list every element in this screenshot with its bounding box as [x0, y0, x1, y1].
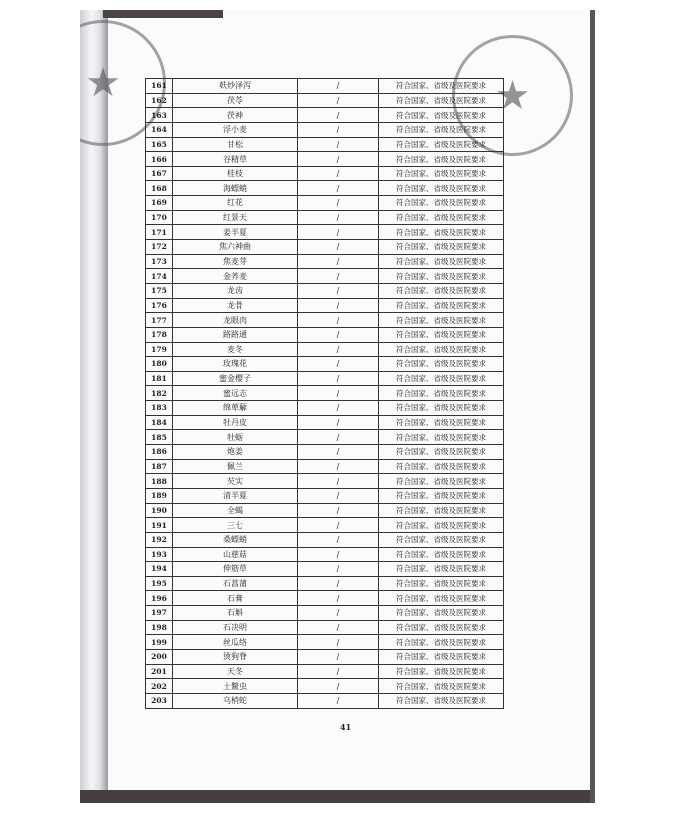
requirement-cell: 符合国家、省级及医院要求 [379, 386, 504, 401]
table-row [146, 196, 504, 211]
star-icon: ★ [494, 72, 531, 119]
table-row [146, 518, 504, 533]
row-number: 190 [146, 503, 173, 518]
requirement-cell: 符合国家、省级及医院要求 [379, 562, 504, 577]
spec-cell: / [298, 386, 379, 401]
spec-cell: / [298, 591, 379, 606]
row-number: 167 [146, 166, 173, 181]
spec-cell: / [298, 576, 379, 591]
spec-cell: / [298, 79, 379, 94]
herb-name: 全蝎 [173, 503, 298, 518]
table-row [146, 283, 504, 298]
requirement-cell: 符合国家、省级及医院要求 [379, 474, 504, 489]
spec-cell: / [298, 635, 379, 650]
table-row [146, 181, 504, 196]
row-number: 183 [146, 401, 173, 416]
spec-cell: / [298, 93, 379, 108]
requirement-cell: 符合国家、省级及医院要求 [379, 298, 504, 313]
requirement-cell: 符合国家、省级及医院要求 [379, 108, 504, 123]
table-row [146, 225, 504, 240]
requirement-cell: 符合国家、省级及医院要求 [379, 635, 504, 650]
row-number: 202 [146, 679, 173, 694]
herb-name: 龙齿 [173, 283, 298, 298]
row-number: 187 [146, 459, 173, 474]
spec-cell: / [298, 313, 379, 328]
table-row [146, 649, 504, 664]
herb-name: 金荞麦 [173, 269, 298, 284]
row-number: 180 [146, 357, 173, 372]
row-number: 181 [146, 371, 173, 386]
spec-cell: / [298, 327, 379, 342]
spec-cell: / [298, 547, 379, 562]
table-row [146, 459, 504, 474]
row-number: 166 [146, 152, 173, 167]
requirement-cell: 符合国家、省级及医院要求 [379, 576, 504, 591]
herb-name: 谷精草 [173, 152, 298, 167]
herb-name: 佩兰 [173, 459, 298, 474]
page-number: 41 [340, 722, 352, 732]
spec-cell: / [298, 518, 379, 533]
row-number: 161 [146, 79, 173, 94]
herb-name: 焦六神曲 [173, 240, 298, 255]
spec-cell: / [298, 254, 379, 269]
row-number: 196 [146, 591, 173, 606]
herb-name: 烫狗脊 [173, 649, 298, 664]
spec-cell: / [298, 357, 379, 372]
requirement-cell: 符合国家、省级及医院要求 [379, 181, 504, 196]
herb-name: 乌梢蛇 [173, 693, 298, 708]
spec-cell: / [298, 108, 379, 123]
herb-name: 浮小麦 [173, 122, 298, 137]
requirement-cell: 符合国家、省级及医院要求 [379, 122, 504, 137]
row-number: 198 [146, 620, 173, 635]
herb-name: 天冬 [173, 664, 298, 679]
row-number: 169 [146, 196, 173, 211]
row-number: 165 [146, 137, 173, 152]
table-row [146, 108, 504, 123]
spec-cell: / [298, 269, 379, 284]
row-number: 179 [146, 342, 173, 357]
requirement-cell: 符合国家、省级及医院要求 [379, 591, 504, 606]
row-number: 162 [146, 93, 173, 108]
spec-cell: / [298, 693, 379, 708]
spec-cell: / [298, 562, 379, 577]
requirement-cell: 符合国家、省级及医院要求 [379, 693, 504, 708]
table-row [146, 152, 504, 167]
table-row [146, 445, 504, 460]
spec-cell: / [298, 196, 379, 211]
spec-cell: / [298, 664, 379, 679]
spec-cell: / [298, 488, 379, 503]
requirement-cell: 符合国家、省级及医院要求 [379, 445, 504, 460]
requirement-cell: 符合国家、省级及医院要求 [379, 93, 504, 108]
table-row [146, 313, 504, 328]
spec-cell: / [298, 606, 379, 621]
table-row [146, 371, 504, 386]
row-number: 163 [146, 108, 173, 123]
table-row [146, 503, 504, 518]
row-number: 200 [146, 649, 173, 664]
requirement-cell: 符合国家、省级及医院要求 [379, 327, 504, 342]
herb-name: 焦麦芽 [173, 254, 298, 269]
table-row [146, 693, 504, 708]
requirement-cell: 符合国家、省级及医院要求 [379, 210, 504, 225]
table-row [146, 298, 504, 313]
table-row [146, 430, 504, 445]
table-row [146, 342, 504, 357]
herb-name: 石斛 [173, 606, 298, 621]
table-row [146, 210, 504, 225]
herb-name: 姜半夏 [173, 225, 298, 240]
herb-name: 牡蛎 [173, 430, 298, 445]
table-row [146, 547, 504, 562]
spec-cell: / [298, 430, 379, 445]
row-number: 171 [146, 225, 173, 240]
requirement-cell: 符合国家、省级及医院要求 [379, 679, 504, 694]
row-number: 197 [146, 606, 173, 621]
herb-name: 海螵蛸 [173, 181, 298, 196]
scan-edge-right [590, 10, 595, 803]
spec-cell: / [298, 298, 379, 313]
herb-name: 龙眼肉 [173, 313, 298, 328]
requirement-cell: 符合国家、省级及医院要求 [379, 518, 504, 533]
herb-name: 山慈菇 [173, 547, 298, 562]
herb-name: 蜜金樱子 [173, 371, 298, 386]
spec-cell: / [298, 181, 379, 196]
herb-name: 芡实 [173, 474, 298, 489]
spec-cell: / [298, 532, 379, 547]
table-row [146, 79, 504, 94]
row-number: 203 [146, 693, 173, 708]
row-number: 188 [146, 474, 173, 489]
herb-name: 红花 [173, 196, 298, 211]
requirement-cell: 符合国家、省级及医院要求 [379, 166, 504, 181]
table-row [146, 137, 504, 152]
row-number: 195 [146, 576, 173, 591]
table-row [146, 357, 504, 372]
requirement-cell: 符合国家、省级及医院要求 [379, 137, 504, 152]
spec-cell: / [298, 474, 379, 489]
table-row [146, 122, 504, 137]
table-row [146, 166, 504, 181]
table-row [146, 474, 504, 489]
row-number: 168 [146, 181, 173, 196]
row-number: 173 [146, 254, 173, 269]
row-number: 193 [146, 547, 173, 562]
requirement-cell: 符合国家、省级及医院要求 [379, 503, 504, 518]
scan-edge-bottom [80, 790, 595, 803]
table-row [146, 240, 504, 255]
herb-name: 石菖蒲 [173, 576, 298, 591]
spec-cell: / [298, 137, 379, 152]
table-row [146, 386, 504, 401]
spec-cell: / [298, 342, 379, 357]
herb-name: 清半夏 [173, 488, 298, 503]
spec-cell: / [298, 210, 379, 225]
row-number: 191 [146, 518, 173, 533]
table-row [146, 488, 504, 503]
requirement-cell: 符合国家、省级及医院要求 [379, 283, 504, 298]
spec-cell: / [298, 166, 379, 181]
row-number: 192 [146, 532, 173, 547]
herb-name: 茯苓 [173, 93, 298, 108]
table-row [146, 576, 504, 591]
herb-name: 玫瑰花 [173, 357, 298, 372]
spec-cell: / [298, 459, 379, 474]
spec-cell: / [298, 240, 379, 255]
row-number: 184 [146, 415, 173, 430]
table-row [146, 664, 504, 679]
scan-edge [103, 10, 223, 18]
requirement-cell: 符合国家、省级及医院要求 [379, 269, 504, 284]
requirement-cell: 符合国家、省级及医院要求 [379, 488, 504, 503]
table-row [146, 254, 504, 269]
star-icon: ★ [85, 60, 121, 106]
herb-name: 龙骨 [173, 298, 298, 313]
table-row [146, 269, 504, 284]
requirement-cell: 符合国家、省级及医院要求 [379, 606, 504, 621]
requirement-cell: 符合国家、省级及医院要求 [379, 313, 504, 328]
requirement-cell: 符合国家、省级及医院要求 [379, 152, 504, 167]
table-row [146, 532, 504, 547]
requirement-cell: 符合国家、省级及医院要求 [379, 342, 504, 357]
spec-cell: / [298, 152, 379, 167]
requirement-cell: 符合国家、省级及医院要求 [379, 415, 504, 430]
requirement-cell: 符合国家、省级及医院要求 [379, 459, 504, 474]
row-number: 199 [146, 635, 173, 650]
requirement-cell: 符合国家、省级及医院要求 [379, 664, 504, 679]
table-row [146, 620, 504, 635]
table-row [146, 401, 504, 416]
spec-cell: / [298, 415, 379, 430]
requirement-cell: 符合国家、省级及医院要求 [379, 254, 504, 269]
requirement-cell: 符合国家、省级及医院要求 [379, 620, 504, 635]
spec-cell: / [298, 445, 379, 460]
herb-name: 蜜远志 [173, 386, 298, 401]
herb-name: 桑螵蛸 [173, 532, 298, 547]
table-row [146, 415, 504, 430]
row-number: 182 [146, 386, 173, 401]
requirement-cell: 符合国家、省级及医院要求 [379, 649, 504, 664]
herb-name: 绵萆薢 [173, 401, 298, 416]
herb-name: 石膏 [173, 591, 298, 606]
herb-name: 茯神 [173, 108, 298, 123]
herb-name: 牡丹皮 [173, 415, 298, 430]
herb-name: 甘松 [173, 137, 298, 152]
row-number: 201 [146, 664, 173, 679]
herb-name: 桂枝 [173, 166, 298, 181]
requirement-cell: 符合国家、省级及医院要求 [379, 196, 504, 211]
row-number: 189 [146, 488, 173, 503]
row-number: 164 [146, 122, 173, 137]
spec-cell: / [298, 225, 379, 240]
herb-name: 伸筋草 [173, 562, 298, 577]
spec-cell: / [298, 122, 379, 137]
table-row [146, 327, 504, 342]
row-number: 186 [146, 445, 173, 460]
row-number: 174 [146, 269, 173, 284]
herb-name: 石决明 [173, 620, 298, 635]
spec-cell: / [298, 401, 379, 416]
herb-name: 红景天 [173, 210, 298, 225]
table-row [146, 591, 504, 606]
table-row [146, 679, 504, 694]
herb-name: 麸炒泽泻 [173, 79, 298, 94]
requirement-cell: 符合国家、省级及医院要求 [379, 532, 504, 547]
herb-name: 炮姜 [173, 445, 298, 460]
row-number: 185 [146, 430, 173, 445]
table-row [146, 635, 504, 650]
requirement-cell: 符合国家、省级及医院要求 [379, 371, 504, 386]
row-number: 172 [146, 240, 173, 255]
requirement-cell: 符合国家、省级及医院要求 [379, 357, 504, 372]
herb-name: 路路通 [173, 327, 298, 342]
requirement-cell: 符合国家、省级及医院要求 [379, 430, 504, 445]
herb-name: 麦冬 [173, 342, 298, 357]
requirement-cell: 符合国家、省级及医院要求 [379, 240, 504, 255]
requirement-cell: 符合国家、省级及医院要求 [379, 401, 504, 416]
table-row [146, 606, 504, 621]
row-number: 178 [146, 327, 173, 342]
herb-name: 三七 [173, 518, 298, 533]
spec-cell: / [298, 283, 379, 298]
row-number: 170 [146, 210, 173, 225]
spec-cell: / [298, 371, 379, 386]
table-row [146, 562, 504, 577]
herb-name: 丝瓜络 [173, 635, 298, 650]
spec-cell: / [298, 679, 379, 694]
row-number: 176 [146, 298, 173, 313]
row-number: 177 [146, 313, 173, 328]
table-row [146, 93, 504, 108]
requirement-cell: 符合国家、省级及医院要求 [379, 225, 504, 240]
row-number: 194 [146, 562, 173, 577]
spec-cell: / [298, 503, 379, 518]
requirement-cell: 符合国家、省级及医院要求 [379, 79, 504, 94]
row-number: 175 [146, 283, 173, 298]
spec-cell: / [298, 649, 379, 664]
requirement-cell: 符合国家、省级及医院要求 [379, 547, 504, 562]
spec-cell: / [298, 620, 379, 635]
herb-table [145, 78, 504, 709]
herb-name: 土鳖虫 [173, 679, 298, 694]
